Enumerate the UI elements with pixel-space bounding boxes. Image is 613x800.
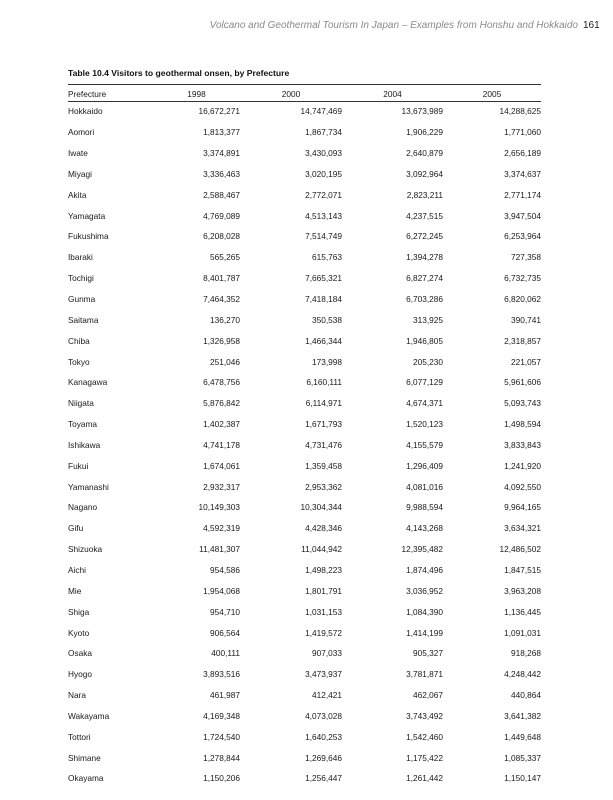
visitor-count-cell: 4,428,346	[305, 523, 342, 534]
prefecture-cell: Saitama	[68, 314, 99, 325]
visitor-count-cell: 6,478,756	[203, 377, 240, 388]
table-row	[68, 747, 541, 768]
table-row	[68, 518, 541, 539]
visitor-count-cell: 205,230	[413, 356, 443, 367]
visitor-count-cell: 4,169,348	[203, 710, 240, 721]
prefecture-cell: Wakayama	[68, 710, 110, 721]
prefecture-cell: Akita	[68, 189, 87, 200]
visitor-count-cell: 2,772,071	[305, 189, 342, 200]
visitor-count-cell: 1,150,206	[203, 773, 240, 784]
table-row	[68, 268, 541, 289]
visitor-count-cell: 906,564	[210, 627, 240, 638]
visitor-count-cell: 1,954,068	[203, 585, 240, 596]
table-row	[68, 330, 541, 351]
visitor-count-cell: 11,044,942	[301, 544, 342, 555]
running-head-title: Volcano and Geothermal Tourism In Japan – Examples from Honshu and Hokkaido	[209, 20, 578, 31]
visitor-count-cell: 440,864	[511, 690, 541, 701]
prefecture-cell: Kyoto	[68, 627, 90, 638]
visitor-count-cell: 6,703,286	[406, 294, 443, 305]
visitor-count-cell: 12,486,502	[499, 544, 541, 555]
visitor-count-cell: 14,288,625	[499, 106, 541, 117]
column-header: 2004	[383, 89, 402, 99]
visitor-count-cell: 954,586	[210, 564, 240, 575]
table-row	[68, 497, 541, 518]
visitor-count-cell: 7,418,184	[305, 294, 342, 305]
visitor-count-cell: 1,640,253	[305, 731, 342, 742]
prefecture-cell: Fukushima	[68, 231, 109, 242]
page-number: 161	[583, 20, 600, 31]
visitor-count-cell: 7,464,352	[203, 294, 240, 305]
prefecture-cell: Gunma	[68, 294, 96, 305]
table-row	[68, 768, 541, 789]
visitor-count-cell: 1,847,515	[504, 564, 541, 575]
visitor-count-cell: 1,150,147	[504, 773, 541, 784]
visitor-count-cell: 136,270	[210, 314, 240, 325]
visitor-count-cell: 3,634,321	[504, 523, 541, 534]
visitor-count-cell: 2,932,317	[203, 481, 240, 492]
visitor-count-cell: 1,419,572	[305, 627, 342, 638]
visitor-count-cell: 7,514,749	[305, 231, 342, 242]
visitor-count-cell: 1,261,442	[406, 773, 443, 784]
visitor-count-cell: 173,998	[312, 356, 342, 367]
prefecture-cell: Yamanashi	[68, 481, 109, 492]
prefecture-cell: Toyama	[68, 419, 98, 430]
visitor-count-cell: 1,278,844	[203, 752, 240, 763]
prefecture-cell: Ishikawa	[68, 439, 101, 450]
visitor-count-cell: 11,481,307	[199, 544, 240, 555]
visitor-count-cell: 1,136,445	[504, 606, 541, 617]
visitor-count-cell: 6,272,245	[406, 231, 443, 242]
prefecture-cell: Kanagawa	[68, 377, 108, 388]
visitor-count-cell: 2,953,362	[305, 481, 342, 492]
prefecture-cell: Shimane	[68, 752, 101, 763]
column-header: 1998	[187, 89, 206, 99]
visitor-count-cell: 615,763	[312, 252, 342, 263]
prefecture-cell: Gifu	[68, 523, 84, 534]
table-row	[68, 580, 541, 601]
visitor-count-cell: 4,592,319	[203, 523, 240, 534]
visitor-count-cell: 4,237,515	[406, 210, 443, 221]
table-body	[68, 101, 541, 789]
visitor-count-cell: 3,473,937	[305, 669, 342, 680]
table-row	[68, 309, 541, 330]
visitor-count-cell: 1,874,496	[406, 564, 443, 575]
visitor-count-cell: 1,084,390	[406, 606, 443, 617]
visitor-count-cell: 2,318,857	[504, 335, 541, 346]
visitor-count-cell: 1,813,377	[203, 127, 240, 138]
visitor-count-cell: 1,256,447	[305, 773, 342, 784]
table-row	[68, 705, 541, 726]
visitor-count-cell: 1,414,199	[406, 627, 443, 638]
table-row	[68, 205, 541, 226]
prefecture-cell: Hokkaido	[68, 106, 103, 117]
prefecture-cell: Tokyo	[68, 356, 90, 367]
visitor-count-cell: 3,036,952	[406, 585, 443, 596]
table-top-rule	[68, 84, 541, 85]
table-row	[68, 643, 541, 664]
visitor-count-cell: 1,906,229	[406, 127, 443, 138]
prefecture-cell: Mie	[68, 585, 82, 596]
table-row	[68, 289, 541, 310]
table-row	[68, 664, 541, 685]
prefecture-cell: Tochigi	[68, 273, 94, 284]
visitor-count-cell: 6,208,028	[203, 231, 240, 242]
visitor-count-cell: 1,175,422	[406, 752, 443, 763]
visitors-table	[68, 87, 541, 789]
visitor-count-cell: 907,033	[312, 648, 342, 659]
visitor-count-cell: 461,987	[210, 690, 240, 701]
column-header: 2000	[281, 89, 301, 99]
prefecture-cell: Hyogo	[68, 669, 92, 680]
visitor-count-cell: 1,801,791	[305, 585, 342, 596]
visitor-count-cell: 1,867,734	[305, 127, 342, 138]
visitor-count-cell: 9,988,594	[406, 502, 443, 513]
visitor-count-cell: 1,402,387	[203, 419, 240, 430]
visitor-count-cell: 350,538	[312, 314, 342, 325]
table-caption: Table 10.4 Visitors to geothermal onsen, by Prefecture	[68, 68, 290, 78]
visitor-count-cell: 727,358	[511, 252, 541, 263]
visitor-count-cell: 251,046	[210, 356, 240, 367]
visitor-count-cell: 1,326,958	[203, 335, 240, 346]
prefecture-cell: Yamagata	[68, 210, 106, 221]
visitor-count-cell: 4,674,371	[406, 398, 443, 409]
table-row	[68, 247, 541, 268]
visitor-count-cell: 7,665,321	[305, 273, 342, 284]
table-row	[68, 435, 541, 456]
visitor-count-cell: 8,401,787	[203, 273, 240, 284]
table-row	[68, 560, 541, 581]
prefecture-cell: Niigata	[68, 398, 94, 409]
visitor-count-cell: 1,671,793	[305, 419, 342, 430]
prefecture-cell: Aomori	[68, 127, 95, 138]
visitor-count-cell: 1,498,223	[305, 564, 342, 575]
visitor-count-cell: 3,743,492	[406, 710, 443, 721]
visitor-count-cell: 565,265	[210, 252, 240, 263]
visitor-count-cell: 4,081,016	[406, 481, 443, 492]
column-header: 2005	[482, 89, 502, 99]
prefecture-cell: Shiga	[68, 606, 90, 617]
visitor-count-cell: 3,947,504	[504, 210, 541, 221]
visitor-count-cell: 3,893,516	[203, 669, 240, 680]
visitor-count-cell: 412,421	[312, 690, 342, 701]
visitor-count-cell: 6,732,735	[504, 273, 541, 284]
visitor-count-cell: 1,359,458	[305, 460, 342, 471]
visitor-count-cell: 10,149,303	[198, 502, 240, 513]
visitor-count-cell: 1,542,460	[406, 731, 443, 742]
visitor-count-cell: 5,093,743	[504, 398, 541, 409]
table-row	[68, 372, 541, 393]
table-row	[68, 622, 541, 643]
visitor-count-cell: 3,374,637	[504, 168, 541, 179]
prefecture-cell: Nara	[68, 690, 86, 701]
visitor-count-cell: 313,925	[413, 314, 443, 325]
table-row	[68, 164, 541, 185]
visitor-count-cell: 6,820,062	[504, 294, 541, 305]
prefecture-cell: Tottori	[68, 731, 91, 742]
table-row	[68, 601, 541, 622]
visitor-count-cell: 1,674,061	[203, 460, 240, 471]
prefecture-cell: Miyagi	[68, 168, 92, 179]
prefecture-cell: Ibaraki	[68, 252, 93, 263]
visitor-count-cell: 3,020,195	[305, 168, 342, 179]
visitor-count-cell: 14,747,469	[300, 106, 342, 117]
visitor-count-cell: 6,253,964	[504, 231, 541, 242]
prefecture-cell: Fukui	[68, 460, 89, 471]
visitor-count-cell: 918,268	[511, 648, 541, 659]
visitor-count-cell: 1,449,648	[504, 731, 541, 742]
column-header: Prefecture	[68, 89, 107, 99]
table-row	[68, 184, 541, 205]
table-row	[68, 414, 541, 435]
table-row	[68, 122, 541, 143]
visitor-count-cell: 1,946,805	[406, 335, 443, 346]
table-row	[68, 455, 541, 476]
visitor-count-cell: 5,961,606	[504, 377, 541, 388]
visitor-count-cell: 462,067	[413, 690, 443, 701]
table-row	[68, 143, 541, 164]
visitor-count-cell: 10,304,344	[300, 502, 342, 513]
visitor-count-cell: 2,656,189	[504, 148, 541, 159]
visitor-count-cell: 1,394,278	[406, 252, 443, 263]
table-header-row	[68, 87, 541, 101]
prefecture-cell: Okayama	[68, 773, 104, 784]
visitor-count-cell: 3,781,871	[406, 669, 443, 680]
table-row	[68, 393, 541, 414]
visitor-count-cell: 2,640,879	[406, 148, 443, 159]
table-row	[68, 226, 541, 247]
visitor-count-cell: 3,336,463	[203, 168, 240, 179]
visitor-count-cell: 9,964,165	[504, 502, 541, 513]
visitor-count-cell: 6,114,971	[305, 398, 342, 409]
visitor-count-cell: 1,031,153	[305, 606, 342, 617]
visitor-count-cell: 4,513,143	[305, 210, 342, 221]
visitor-count-cell: 1,771,060	[504, 127, 541, 138]
visitor-count-cell: 3,963,208	[504, 585, 541, 596]
table-row	[68, 476, 541, 497]
visitor-count-cell: 905,327	[413, 648, 443, 659]
visitor-count-cell: 3,641,382	[504, 710, 541, 721]
visitor-count-cell: 221,057	[511, 356, 541, 367]
visitor-count-cell: 6,077,129	[406, 377, 443, 388]
prefecture-cell: Osaka	[68, 648, 92, 659]
visitor-count-cell: 13,673,989	[401, 106, 443, 117]
visitor-count-cell: 954,710	[210, 606, 240, 617]
visitor-count-cell: 1,466,344	[305, 335, 342, 346]
table-row	[68, 351, 541, 372]
visitor-count-cell: 4,073,028	[305, 710, 342, 721]
table-row	[68, 539, 541, 560]
visitor-count-cell: 4,731,476	[305, 439, 342, 450]
visitor-count-cell: 4,741,178	[203, 439, 240, 450]
visitor-count-cell: 5,876,842	[203, 398, 240, 409]
visitor-count-cell: 1,724,540	[203, 731, 240, 742]
prefecture-cell: Nagano	[68, 502, 98, 513]
prefecture-cell: Chiba	[68, 335, 90, 346]
table-row	[68, 685, 541, 706]
visitor-count-cell: 6,160,111	[306, 377, 342, 388]
visitor-count-cell: 12,395,482	[401, 544, 443, 555]
visitor-count-cell: 4,143,268	[406, 523, 443, 534]
visitor-count-cell: 1,498,594	[504, 419, 541, 430]
visitor-count-cell: 1,520,123	[406, 419, 443, 430]
visitor-count-cell: 16,672,271	[198, 106, 240, 117]
prefecture-cell: Iwate	[68, 148, 88, 159]
visitor-count-cell: 3,833,843	[504, 439, 541, 450]
visitor-count-cell: 1,091,031	[504, 627, 541, 638]
visitor-count-cell: 1,296,409	[406, 460, 443, 471]
prefecture-cell: Shizuoka	[68, 544, 103, 555]
visitor-count-cell: 4,769,089	[203, 210, 240, 221]
prefecture-cell: Aichi	[68, 564, 86, 575]
visitor-count-cell: 3,374,891	[203, 148, 240, 159]
visitor-count-cell: 3,430,093	[305, 148, 342, 159]
table-row	[68, 726, 541, 747]
visitor-count-cell: 2,823,211	[406, 189, 443, 200]
visitor-count-cell: 390,741	[511, 314, 541, 325]
visitor-count-cell: 2,771,174	[504, 189, 541, 200]
visitor-count-cell: 400,111	[211, 648, 240, 659]
visitor-count-cell: 4,092,550	[504, 481, 541, 492]
visitor-count-cell: 6,827,274	[406, 273, 443, 284]
visitor-count-cell: 4,248,442	[504, 669, 541, 680]
table-row	[68, 101, 541, 122]
visitor-count-cell: 3,092,964	[406, 168, 443, 179]
visitor-count-cell: 1,085,337	[504, 752, 541, 763]
visitor-count-cell: 1,269,646	[305, 752, 342, 763]
visitor-count-cell: 1,241,920	[504, 460, 541, 471]
visitor-count-cell: 4,155,579	[406, 439, 443, 450]
visitor-count-cell: 2,588,467	[203, 189, 240, 200]
